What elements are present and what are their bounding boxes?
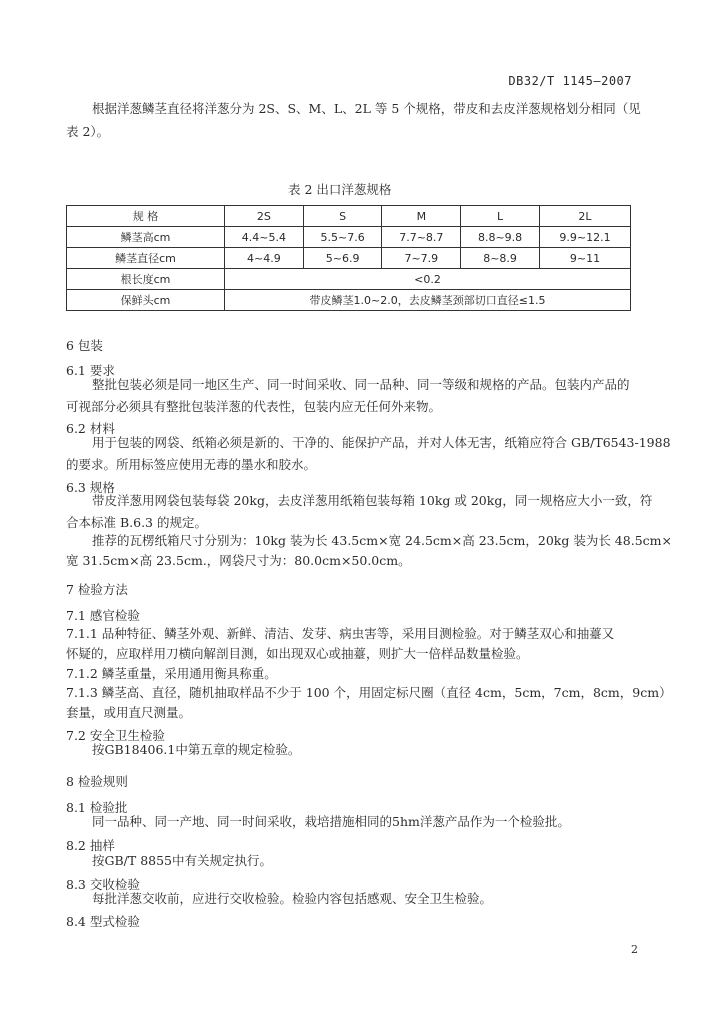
table-cell: 4.4~5.4 — [225, 227, 304, 248]
section-7-1-title: 7.1 感官检验 — [66, 608, 140, 623]
section-6-2-line-1: 用于包装的网袋、纸箱必须是新的、干净的、能保护产品，并对人体无害，纸箱应符合 GB/T6543-1988 — [92, 435, 671, 450]
table-cell: 8~8.9 — [461, 248, 540, 269]
header-cell: M — [382, 206, 461, 227]
section-6-title: 6 包装 — [66, 338, 103, 353]
section-6-1-line-2: 可视部分必须具有整批包装洋葱的代表性，包装内应无任何外来物。 — [66, 399, 442, 414]
table-merged-cell: 带皮鳞茎1.0~2.0，去皮鳞茎颈部切口直径≤1.5 — [225, 290, 631, 311]
header-cell: 2L — [539, 206, 630, 227]
header-cell: L — [461, 206, 540, 227]
section-8-1-title: 8.1 检验批 — [66, 800, 128, 815]
section-6-2-line-2: 的要求。所用标签应使用无毒的墨水和胶水。 — [66, 457, 317, 472]
row-label: 鳞茎直径cm — [67, 248, 225, 269]
intro-line-2: 表 2）。 — [66, 124, 110, 139]
section-7-1-1-line-2: 怀疑的，应取样用刀横向解剖目测，如出现双心或抽薹，则扩大一倍样品数量检验。 — [66, 646, 529, 661]
section-6-3-line-2: 合本标准 B.6.3 的规定。 — [66, 515, 207, 530]
table-merged-cell: <0.2 — [225, 269, 631, 290]
section-7-title: 7 检验方法 — [66, 582, 128, 597]
section-8-4-title: 8.4 型式检验 — [66, 914, 140, 929]
header-cell: 2S — [225, 206, 304, 227]
section-6-1-title: 6.1 要求 — [66, 363, 115, 378]
section-6-3-line-1: 带皮洋葱用网袋包装每袋 20kg，去皮洋葱用纸箱包装每箱 10kg 或 20kg，同一规格应大小一致，符 — [92, 493, 653, 508]
section-6-3-line-4: 宽 31.5cm×高 23.5cm.，网袋尺寸为：80.0cm×50.0cm。 — [66, 553, 411, 568]
table-caption: 表 2 出口洋葱规格 — [288, 182, 392, 197]
header-cell: S — [303, 206, 382, 227]
section-8-1-line-1: 同一品种、同一产地、同一时间采收，栽培措施相同的5hm洋葱产品作为一个检验批。 — [92, 814, 570, 829]
section-7-1-3-line-2: 套量，或用直尺测量。 — [66, 705, 192, 720]
section-7-2-title: 7.2 安全卫生检验 — [66, 728, 165, 743]
table-row — [67, 248, 631, 269]
section-8-title: 8 检验规则 — [66, 774, 128, 789]
section-7-1-3-line-1: 7.1.3 鳞茎高、直径，随机抽取样品不少于 100 个，用固定标尺圈（直径 4cm，5cm，7cm，8cm，9cm） — [66, 685, 672, 700]
intro-line-1: 根据洋葱鳞茎直径将洋葱分为 2S、S、M、L、2L 等 5 个规格，带皮和去皮洋葱规格划分相同（见 — [92, 101, 641, 116]
row-label: 鳞茎高cm — [67, 227, 225, 248]
section-8-2-title: 8.2 抽样 — [66, 838, 115, 853]
section-7-1-2: 7.1.2 鳞茎重量，采用通用衡具称重。 — [66, 666, 277, 681]
table-cell: 7~7.9 — [382, 248, 461, 269]
header-cell: 规 格 — [67, 206, 225, 227]
row-label: 根长度cm — [67, 269, 225, 290]
table-cell: 5~6.9 — [303, 248, 382, 269]
table-cell: 4~4.9 — [225, 248, 304, 269]
table-cell: 9~11 — [539, 248, 630, 269]
onion-spec-table — [66, 205, 631, 311]
table-cell: 5.5~7.6 — [303, 227, 382, 248]
section-6-3-line-3: 推荐的瓦楞纸箱尺寸分别为：10kg 装为长 43.5cm×宽 24.5cm×高 23.5cm，20kg 装为长 48.5cm× — [92, 533, 672, 548]
table-cell: 7.7~8.7 — [382, 227, 461, 248]
section-6-2-title: 6.2 材料 — [66, 421, 115, 436]
section-7-1-1-line-1: 7.1.1 品种特征、鳞茎外观、新鲜、清洁、发芽、病虫害等，采用目测检验。对于鳞茎双心和抽薹又 — [66, 626, 615, 641]
table-row — [67, 227, 631, 248]
section-6-1-line-1: 整批包装必须是同一地区生产、同一时间采收、同一品种、同一等级和规格的产品。包装内产品的 — [92, 377, 630, 392]
standard-code-header: DB32/T 1145—2007 — [508, 74, 632, 88]
table-header-row — [67, 206, 631, 227]
row-label: 保鲜头cm — [67, 290, 225, 311]
table-row — [67, 269, 631, 290]
section-6-3-title: 6.3 规格 — [66, 480, 115, 495]
table-row — [67, 290, 631, 311]
section-8-2-line-1: 按GB/T 8855中有关规定执行。 — [92, 853, 273, 868]
table-cell: 8.8~9.8 — [461, 227, 540, 248]
section-8-3-line-1: 每批洋葱交收前，应进行交收检验。检验内容包括感观、安全卫生检验。 — [92, 891, 493, 906]
page-number: 2 — [631, 943, 638, 956]
section-7-2-line-1: 按GB18406.1中第五章的规定检验。 — [92, 742, 301, 757]
section-8-3-title: 8.3 交收检验 — [66, 877, 140, 892]
table-cell: 9.9~12.1 — [539, 227, 630, 248]
